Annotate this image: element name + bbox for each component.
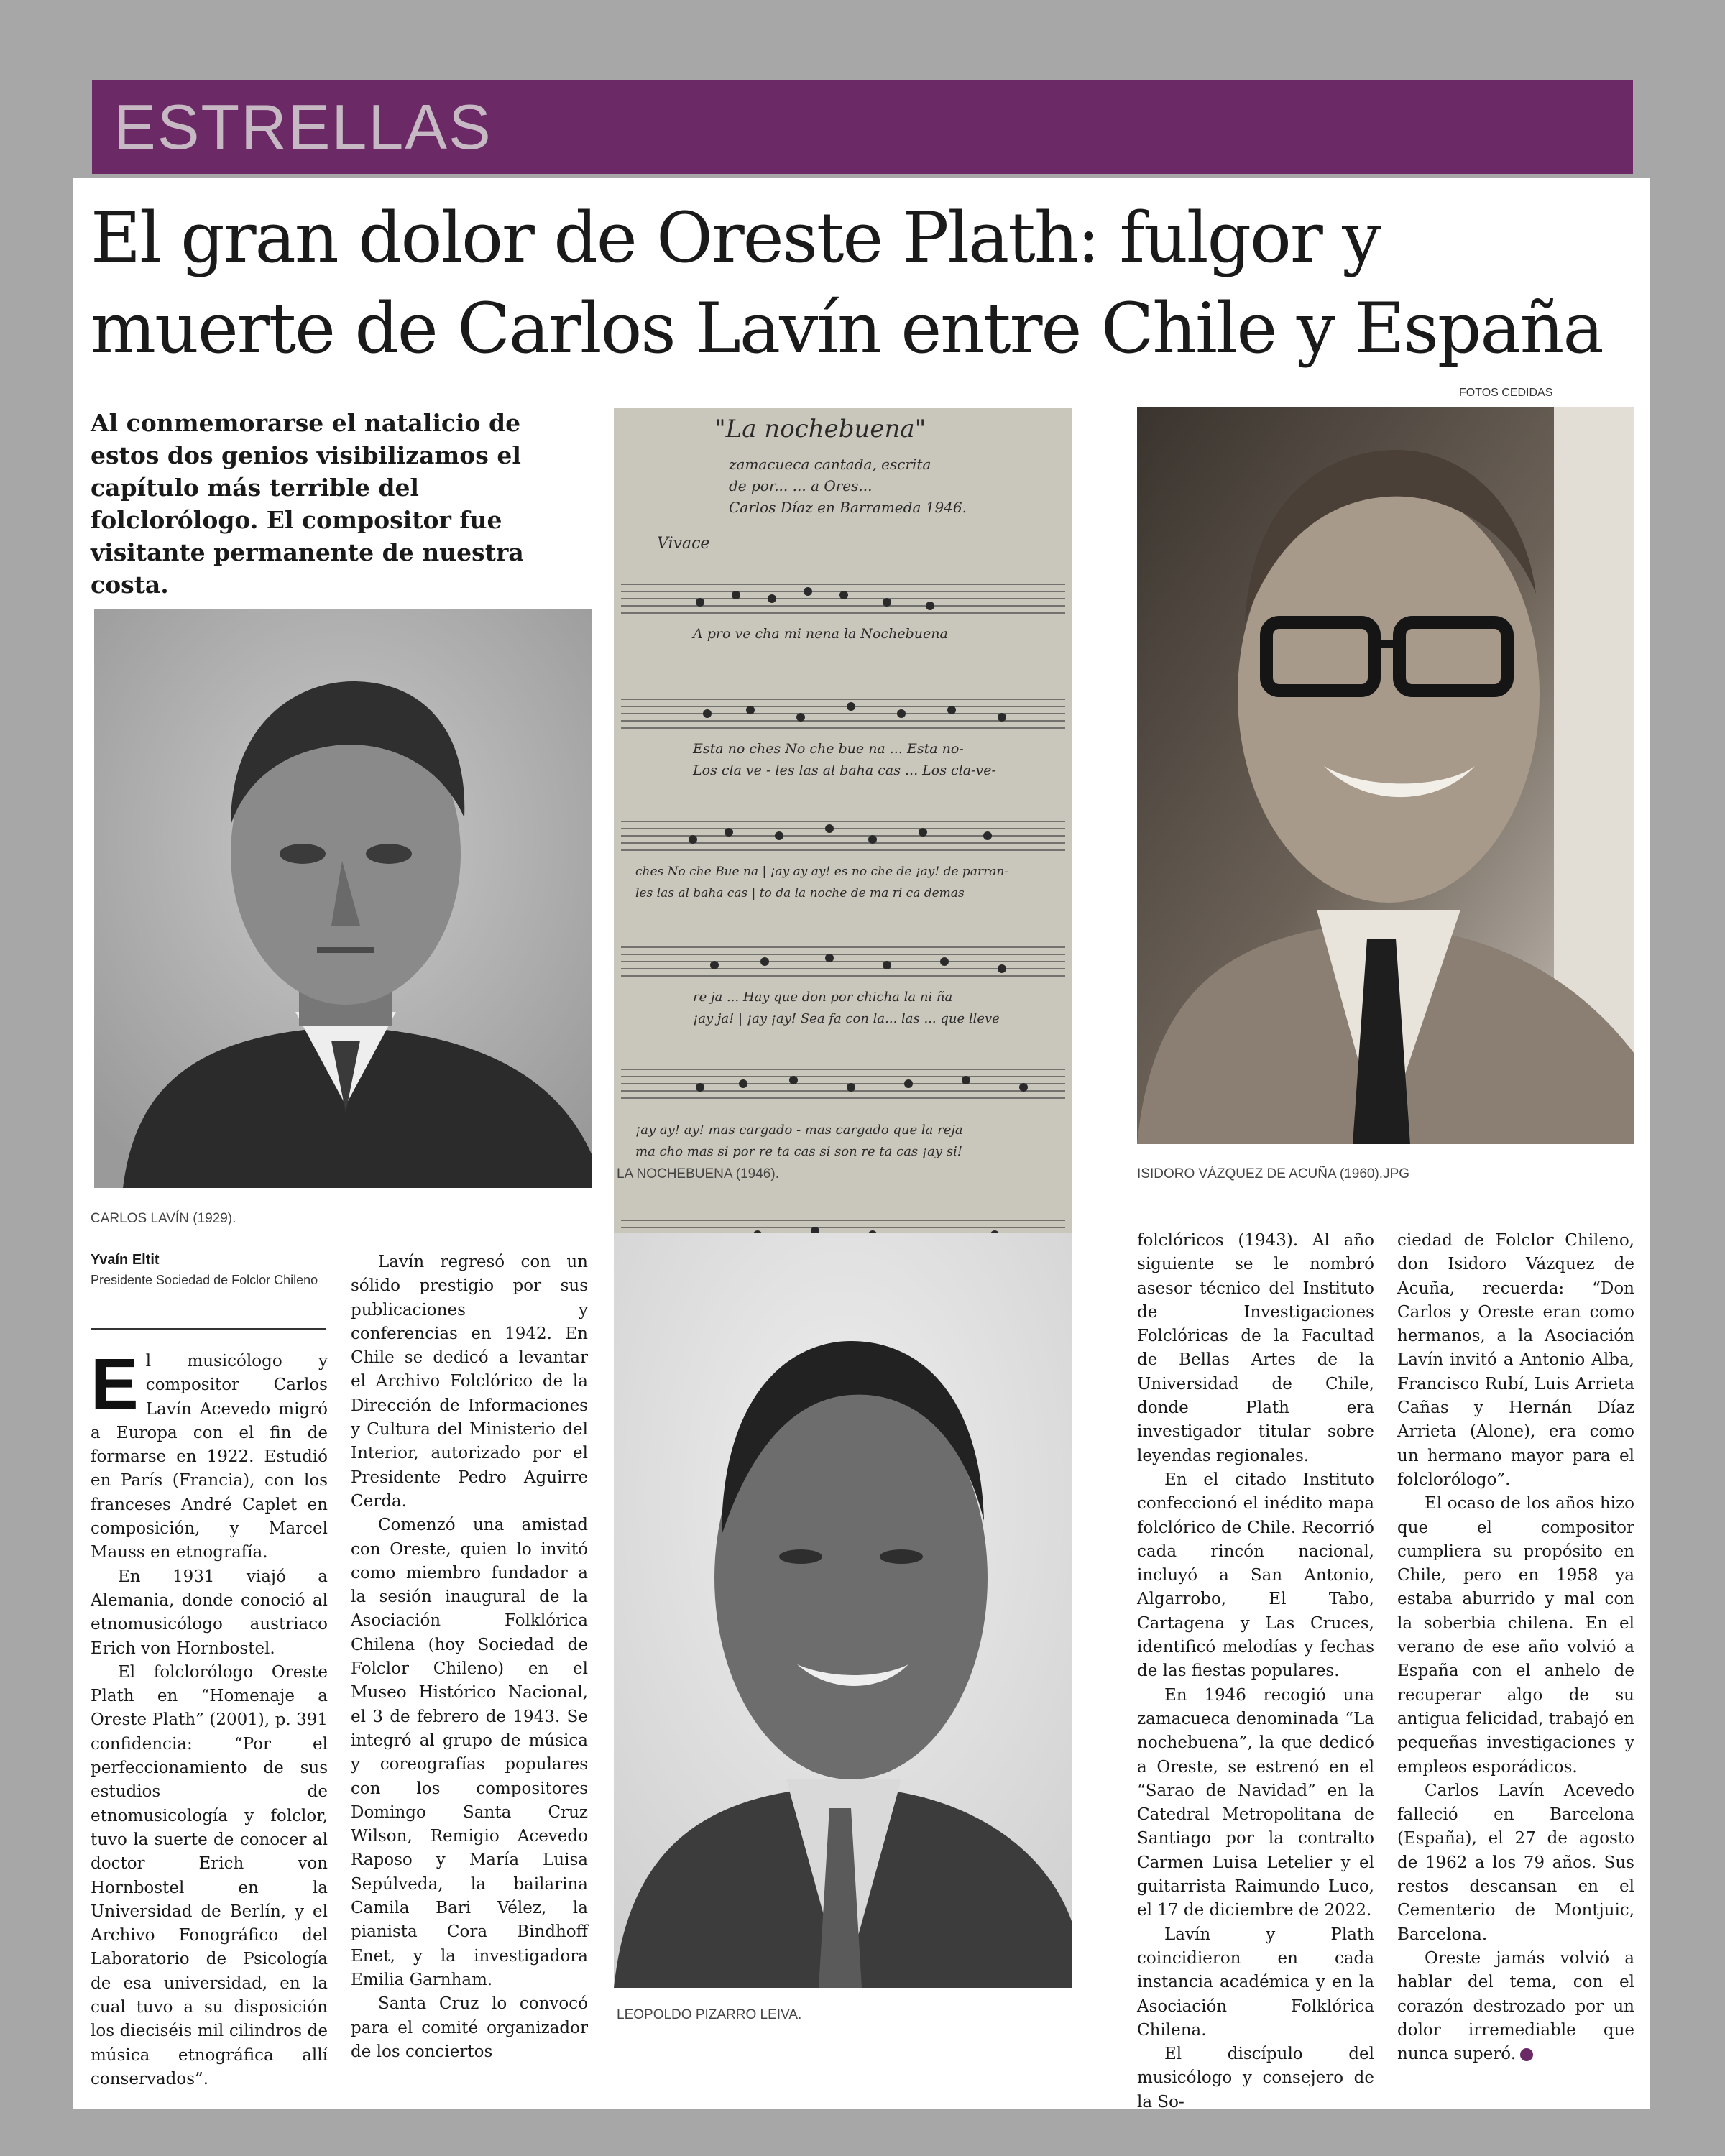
article-column-2 (351, 1250, 588, 2064)
photo-isidoro-vazquez (1137, 407, 1634, 1144)
score-lyric: les las al baha cas | to da la noche de ma ri ca demas (635, 886, 965, 900)
article-paragraph: Comenzó una amistad con Oreste, quien lo invitó como miembro fundador a la sesión inaugural de la Asociación Folklórica Chilena (hoy Sociedad de Folclor Chileno) en el Museo Histórico Nacional, el 3 de febrero de 1943. Se integró al grupo de música y coreografías populares con los compositores Domingo Santa Cruz Wilson, Remigio Acevedo Raposo y María Luisa Sepúlveda, la bailarina Camila Bari Vélez, la pianista Cora Bindhoff Enet, y la investigadora Emilia Garnham. (351, 1516, 588, 1989)
article-paragraph: En 1946 recogió una zamacueca denominada “La nochebuena”, la que dedicó a Oreste, se estrenó en el “Sarao de Navidad” en la Catedral Metropolitana de Santiago por la contralto Carmen Luisa Letelier y el guitarrista Raimundo Luco, el 17 de diciembre de 2022. (1137, 1685, 1374, 1920)
section-label: ESTRELLAS (114, 91, 492, 162)
score-subtitle-2: de por... ... a Ores... (729, 477, 873, 494)
section-banner (92, 80, 1633, 174)
byline-role: Presidente Sociedad de Folclor Chileno (91, 1273, 318, 1287)
article-column-3 (1137, 1229, 1374, 2114)
article-paragraph: Santa Cruz lo convocó para el comité organizador de los conciertos (351, 1994, 588, 2061)
end-mark-icon: ✪ (1520, 2048, 1533, 2061)
score-lyric: ma cho mas si por re ta cas si son re ta cas ¡ay si! (635, 1144, 962, 1159)
article-paragraph: En el citado Instituto confeccionó el inédito mapa folclórico de Chile. Recorrió cada rincón nacional, incluyó a San Antonio, Algarrobo, El Tabo, Cartagena y Las Cruces, identificó melodías y fechas de las fiestas populares. (1137, 1470, 1374, 1681)
score-lyric: ches No che Bue na | ¡ay ay ay! es no che de ¡ay! de parran- (635, 865, 1009, 879)
dropcap: E (91, 1344, 139, 1424)
score-lyric: Esta no ches No che bue na ... Esta no- (693, 741, 964, 757)
article-paragraph: Lavín y Plath coincidieron en cada instancia académica y en la Asociación Folklórica Chilena. (1137, 1925, 1374, 2040)
article-paragraph: El ocaso de los años hizo que el compositor cumpliera su propósito en Chile, pero en 1958 ya estaba aburrido y mal con la soberbia chilena. En el verano de ese año volvió a España con el anhelo de recuperar algo de su antigua felicidad, trabajó en pequeñas investigaciones y empleos esporádicos. (1397, 1494, 1634, 1777)
photo-credit: FOTOS CEDIDAS (1459, 387, 1553, 399)
caption-nochebuena: LA NOCHEBUENA (1946). (617, 1166, 779, 1181)
score-subtitle-3: Carlos Díaz en Barrameda 1946. (729, 499, 967, 516)
byline-name: Yvaín Eltit (91, 1252, 160, 1268)
article-paragraph: ciedad de Folclor Chileno, don Isidoro Vázquez de Acuña, recuerda: “Don Carlos y Oreste eran como hermanos, a la Asociación Lavín invitó a Antonio Alba, Francisco Rubí, Luis Arrieta Cañas y Hernán Díaz Arrieta (Alone), era como un hermano mayor para el folclorólogo”. (1397, 1231, 1634, 1489)
score-lyric: A pro ve cha mi nena la Nochebuena (693, 626, 948, 642)
portrait-image (94, 609, 592, 1188)
article-paragraph: Oreste jamás volvió a hablar del tema, con el corazón destrozado por un dolor irremediable que nunca superó. ✪ (1397, 1948, 1634, 2064)
caption-lavin: CARLOS LAVÍN (1929). (91, 1211, 236, 1226)
article-paragraph: El folclorólogo Oreste Plath en “Homenaje a Oreste Plath” (2001), p. 391 confidencia: “Por el perfeccionamiento de sus estudios de etnomusicología y folclor, tuvo la suerte de conocer al doctor Erich von Hornbostel en la Universidad de Berlín, y el Archivo Fonográfico del Laboratorio de Psicología de esa universidad, en la cual tuvo a su disposición los dieciséis mil cilindros de música etnográfica allí conservados”. (91, 1662, 328, 2088)
caption-pizarro: LEOPOLDO PIZARRO LEIVA. (617, 2007, 802, 2022)
article-column-1 (91, 1344, 328, 2091)
score-title: "La nochebuena" (714, 415, 926, 443)
score-subtitle-1: zamacueca cantada, escrita (729, 456, 932, 473)
article-paragraph: En 1931 viajó a Alemania, donde conoció al etnomusicólogo austriaco Erich von Hornbostel. (91, 1567, 328, 1658)
newspaper-page (73, 178, 1650, 2109)
score-lyric: ¡ay ja! | ¡ay ¡ay! Sea fa con la... las ... que lleve (693, 1011, 1000, 1026)
headline: El gran dolor de Oreste Plath: fulgor y muerte de Carlos Lavín entre Chile y España (91, 198, 1603, 369)
byline-divider (91, 1328, 326, 1330)
portrait-image (1137, 407, 1634, 1144)
deck: Al conmemorarse el natalicio de estos dos genios visibilizamos el capítulo más terrible del folclorólogo. El compositor fue visitante permanente de nuestra costa. (91, 409, 524, 599)
article-paragraph: folclóricos (1943). Al año siguiente se le nombró asesor técnico del Instituto de Investigaciones Folclóricas de la Facultad de Bellas Artes de la Universidad de Chile, donde Plath era investigador titular sobre leyendas regionales. (1137, 1231, 1374, 1465)
article-paragraph: Lavín regresó con un sólido prestigio por sus publicaciones y conferencias en 1942. En Chile se dedicó a levantar el Archivo Folclórico de la Dirección de Informaciones y Cultura del Ministerio del Interior, autorizado por el Presidente Pedro Aguirre Cerda. (351, 1253, 588, 1511)
photo-carlos-lavin (94, 609, 592, 1188)
score-tempo: Vivace (657, 535, 710, 553)
photo-leopoldo-pizarro (614, 1233, 1072, 1988)
article-paragraph: Carlos Lavín Acevedo falleció en Barcelona (España), el 27 de agosto de 1962 a los 79 años. Sus restos descansan en el Cementerio de Montjuic, Barcelona. (1397, 1781, 1634, 1944)
article-paragraph: El musicólogo y compositor Carlos Lavín Acevedo migró a Europa con el fin de formarse en 1922. Estudió en París (Francia), con los franceses André Caplet en composición, y Marcel Mauss en etnografía. (91, 1344, 328, 1562)
score-lyric: Los cla ve - les las al baha cas ... Los cla-ve- (693, 763, 996, 778)
article-column-4 (1397, 1229, 1634, 2066)
article-paragraph: El discípulo del musicólogo y consejero de la So- (1137, 2045, 1374, 2111)
portrait-image (614, 1233, 1072, 1988)
score-lyric: ¡ay ay! ay! mas cargado - mas cargado que la reja (635, 1123, 963, 1138)
caption-vazquez: ISIDORO VÁZQUEZ DE ACUÑA (1960).JPG (1137, 1166, 1410, 1181)
score-lyric: re ja ... Hay que don por chicha la ni ña (693, 990, 953, 1005)
